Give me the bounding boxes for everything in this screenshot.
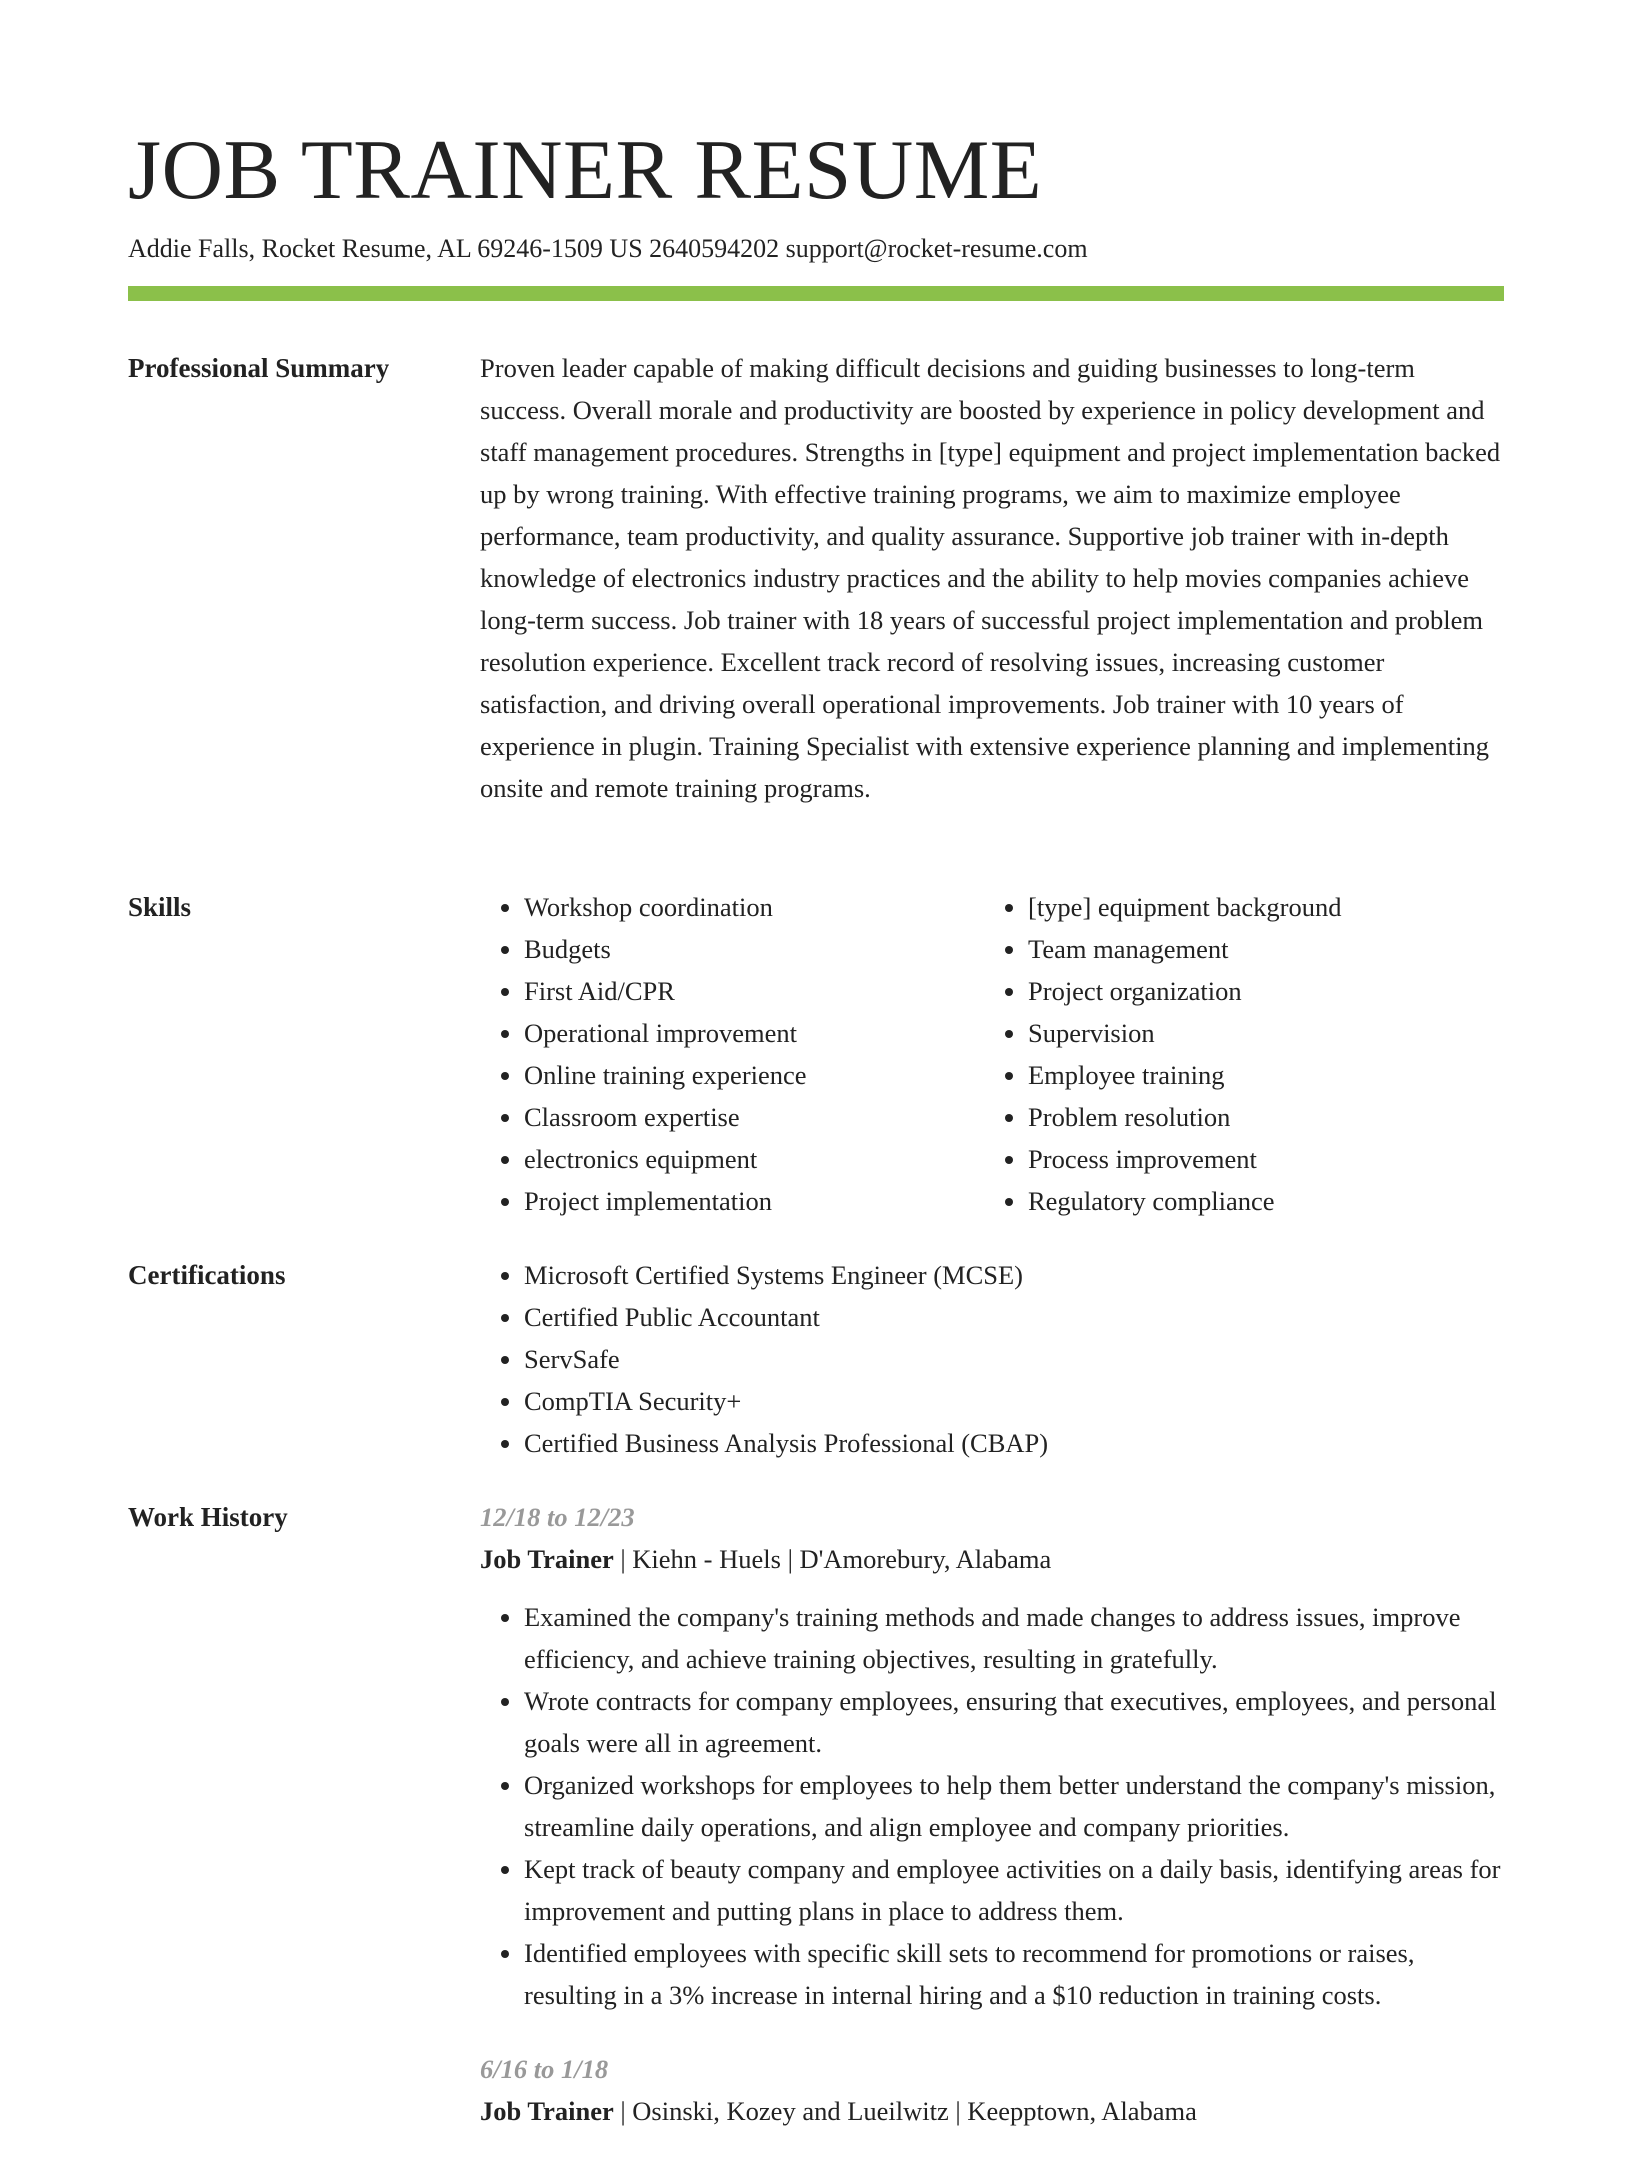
- certifications-body: [480, 1254, 1504, 1464]
- skill-item: • Operational improvement: [524, 1012, 984, 1054]
- skill-item: • Team management: [1028, 928, 1488, 970]
- skill-item: • Workshop coordination: [524, 886, 984, 928]
- job-entry: [480, 2048, 1504, 2132]
- job-entry: [480, 1496, 1504, 2016]
- skills-column-1: [480, 886, 984, 1222]
- skill-item: • Project implementation: [524, 1180, 984, 1222]
- job-duty: • Organized workshops for employees to help them better understand the company's mission, streamline daily operations, and align employee and company priorities.: [524, 1764, 1504, 1848]
- skills-list-1: [480, 886, 984, 1222]
- job-details: | Kiehn - Huels | D'Amorebury, Alabama: [613, 1544, 1052, 1574]
- skill-item: • Employee training: [1028, 1054, 1488, 1096]
- header-divider: [128, 286, 1504, 301]
- skills-body: [480, 886, 1504, 1222]
- certification-item: • CompTIA Security+: [524, 1380, 1504, 1422]
- section-label-summary: Professional Summary: [128, 353, 390, 383]
- certifications-list: [480, 1254, 1504, 1464]
- contact-info: Addie Falls, Rocket Resume, AL 69246-1509 US 2640594202 support@rocket-resume.com: [128, 234, 1088, 263]
- job-duty: • Wrote contracts for company employees, ensuring that executives, employees, and personal goals were all in agreement.: [524, 1680, 1504, 1764]
- skill-item: • Problem resolution: [1028, 1096, 1488, 1138]
- skills-column-2: [984, 886, 1488, 1222]
- section-label-skills: Skills: [128, 892, 192, 922]
- skill-item: • Classroom expertise: [524, 1096, 984, 1138]
- skill-item: • Budgets: [524, 928, 984, 970]
- skill-item: • [type] equipment background: [1028, 886, 1488, 928]
- work-history-body: [480, 1496, 1504, 2164]
- job-heading: [480, 1538, 1504, 1580]
- skill-item: • Process improvement: [1028, 1138, 1488, 1180]
- job-title: Job Trainer: [480, 1544, 614, 1574]
- job-duty: • Kept track of beauty company and employee activities on a daily basis, identifying areas for improvement and putting plans in place to address them.: [524, 1848, 1504, 1932]
- job-dates: 12/18 to 12/23: [480, 1502, 635, 1532]
- section-label-work-history: Work History: [128, 1502, 288, 1532]
- summary-text: Proven leader capable of making difficult decisions and guiding businesses to long-term success. Overall morale and productivity are boosted by experience in policy development and staff management procedures. Strengths in [type] equipment and project implementation backed up by wrong training. With effective training programs, we aim to maximize employee performance, team productivity, and quality assurance. Supportive job trainer with in-depth knowledge of electronics industry practices and the ability to help movies companies achieve long-term success. Job trainer with 18 years of successful project implementation and problem resolution experience. Excellent track record of resolving issues, increasing customer satisfaction, and driving overall operational improvements. Job trainer with 10 years of experience in plugin. Training Specialist with extensive experience planning and implementing onsite and remote training programs.: [480, 353, 1501, 803]
- section-label-certifications: Certifications: [128, 1260, 286, 1290]
- job-duty: • Examined the company's training methods and made changes to address issues, improve efficiency, and achieve training objectives, resulting in gratefully.: [524, 1596, 1504, 1680]
- certification-item: • Certified Public Accountant: [524, 1296, 1504, 1338]
- job-duties-list: [480, 1596, 1504, 2016]
- job-dates: 6/16 to 1/18: [480, 2054, 609, 2084]
- skill-item: • Online training experience: [524, 1054, 984, 1096]
- certification-item: • ServSafe: [524, 1338, 1504, 1380]
- resume-title: JOB TRAINER RESUME: [128, 123, 1043, 217]
- summary-body: [480, 347, 1504, 809]
- job-title: Job Trainer: [480, 2096, 614, 2126]
- skill-item: • First Aid/CPR: [524, 970, 984, 1012]
- skill-item: • electronics equipment: [524, 1138, 984, 1180]
- skills-list-2: [984, 886, 1488, 1222]
- skill-item: • Regulatory compliance: [1028, 1180, 1488, 1222]
- skill-item: • Supervision: [1028, 1012, 1488, 1054]
- certification-item: • Microsoft Certified Systems Engineer (MCSE): [524, 1254, 1504, 1296]
- job-details: | Osinski, Kozey and Lueilwitz | Keepptown, Alabama: [613, 2096, 1197, 2126]
- certification-item: • Certified Business Analysis Professional (CBAP): [524, 1422, 1504, 1464]
- job-duty: • Identified employees with specific skill sets to recommend for promotions or raises, resulting in a 3% increase in internal hiring and a $10 reduction in training costs.: [524, 1932, 1504, 2016]
- skill-item: • Project organization: [1028, 970, 1488, 1012]
- skills-grid: [480, 886, 1504, 1222]
- job-heading: [480, 2090, 1504, 2132]
